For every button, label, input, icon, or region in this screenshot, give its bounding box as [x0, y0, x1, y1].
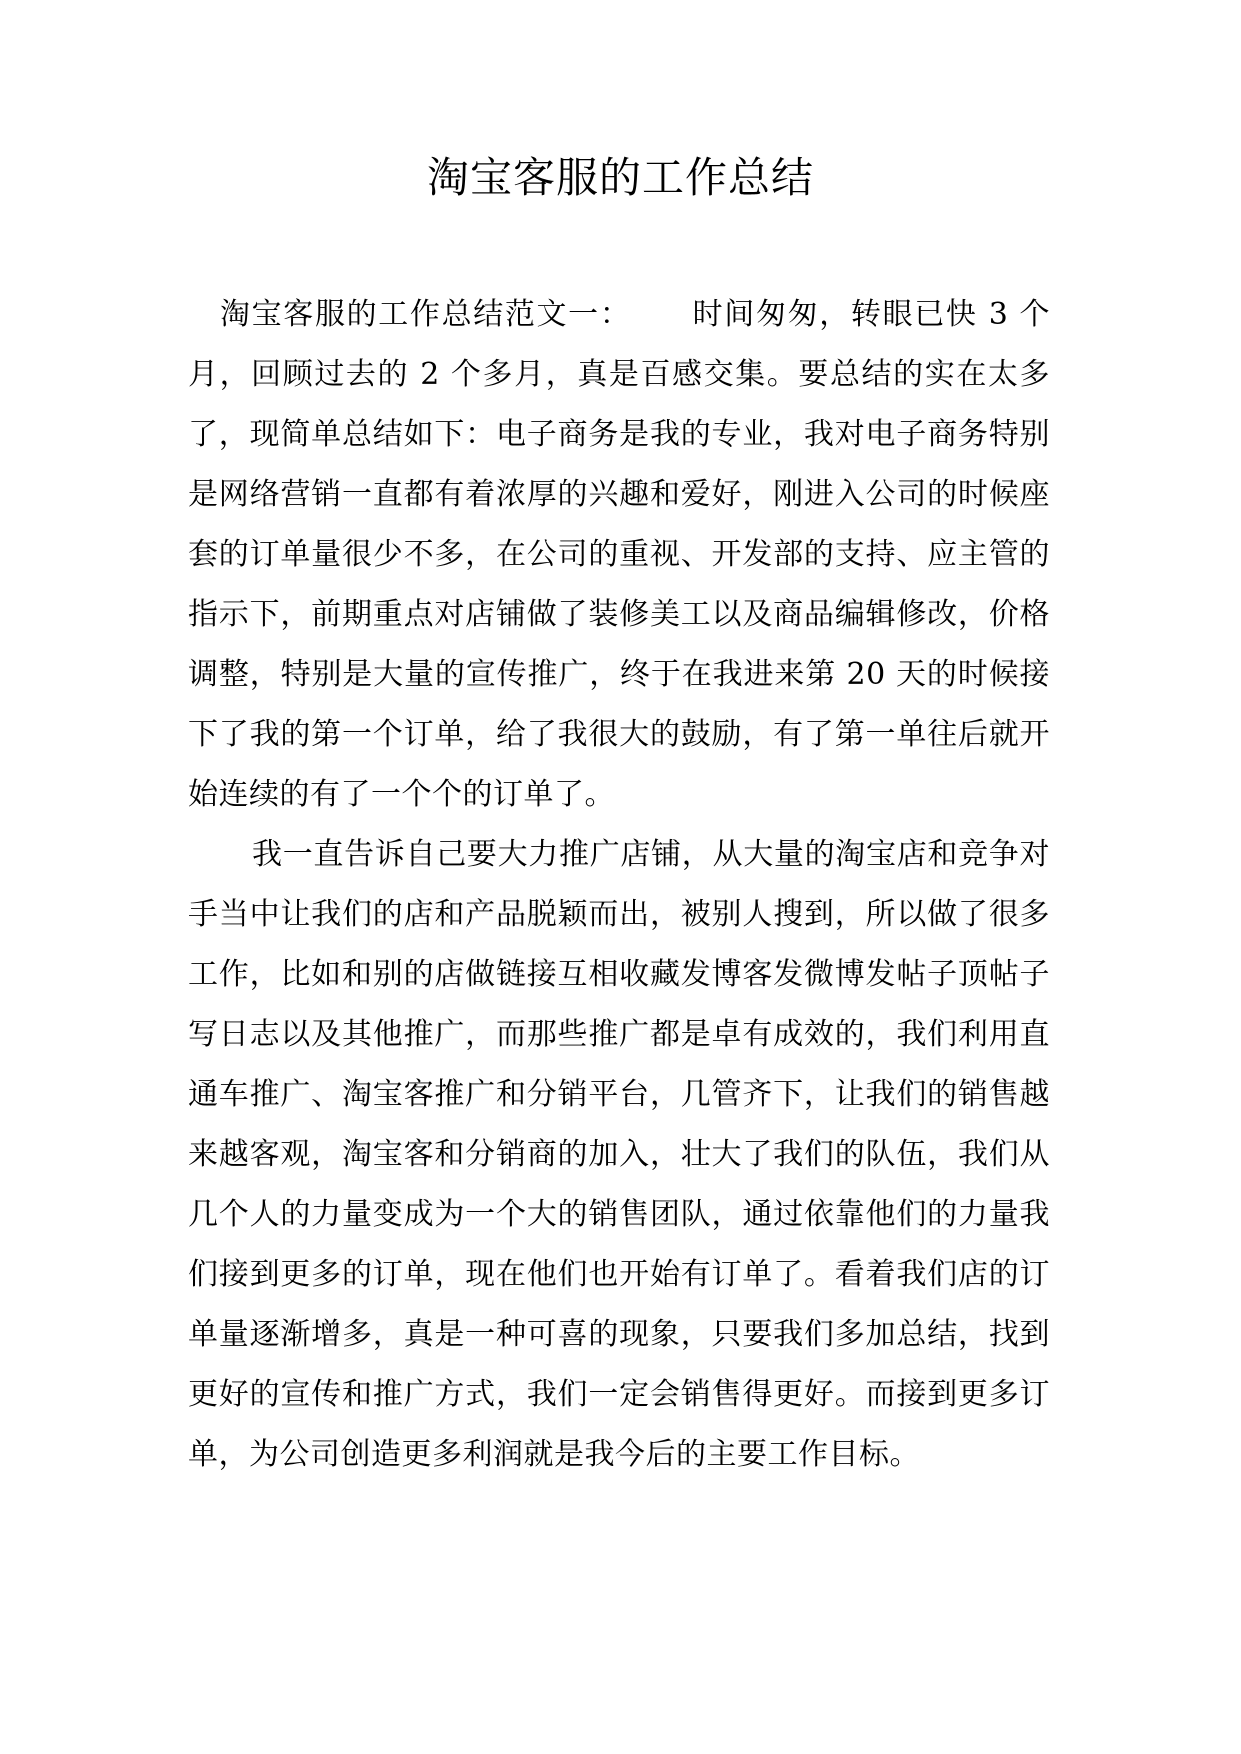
paragraph-1-text: 时间匆匆，转眼已快 3 个月，回顾过去的 2 个多月，真是百感交集。要总结的实在太多了，现简单总结如下：电子商务是我的专业，我对电子商务特别是网络营销一直都有着浓厚的兴趣和爱好，刚进入公司的时候座套的订单量很少不多，在公司的重视、开发部的支持、应主管的指示下，前期重点对店铺做了装修美工以及商品编辑修改，价格调整，特别是大量的宣传推广，终于在我进来第 20 天的时候接下了我的第一个订单，给了我很大的鼓励，有了第一单往后就开始连续的有了一个个的订单了。	[188, 297, 1050, 812]
document-body	[188, 285, 1050, 1485]
paragraph-1	[188, 285, 1050, 825]
paragraph-2: 我一直告诉自己要大力推广店铺，从大量的淘宝店和竞争对手当中让我们的店和产品脱颖而出，被别人搜到，所以做了很多工作，比如和别的店做链接互相收藏发博客发微博发帖子顶帖子写日志以及其他推广，而那些推广都是卓有成效的，我们利用直通车推广、淘宝客推广和分销平台，几管齐下，让我们的销售越来越客观，淘宝客和分销商的加入，壮大了我们的队伍，我们从几个人的力量变成为一个大的销售团队，通过依靠他们的力量我们接到更多的订单，现在他们也开始有订单了。看着我们店的订单量逐渐增多，真是一种可喜的现象，只要我们多加总结，找到更好的宣传和推广方式，我们一定会销售得更好。而接到更多订单，为公司创造更多利润就是我今后的主要工作目标。	[188, 837, 1050, 1472]
document-title: 淘宝客服的工作总结	[426, 153, 814, 202]
paragraph-1-lead: 淘宝客服的工作总结范文一：	[220, 297, 632, 332]
